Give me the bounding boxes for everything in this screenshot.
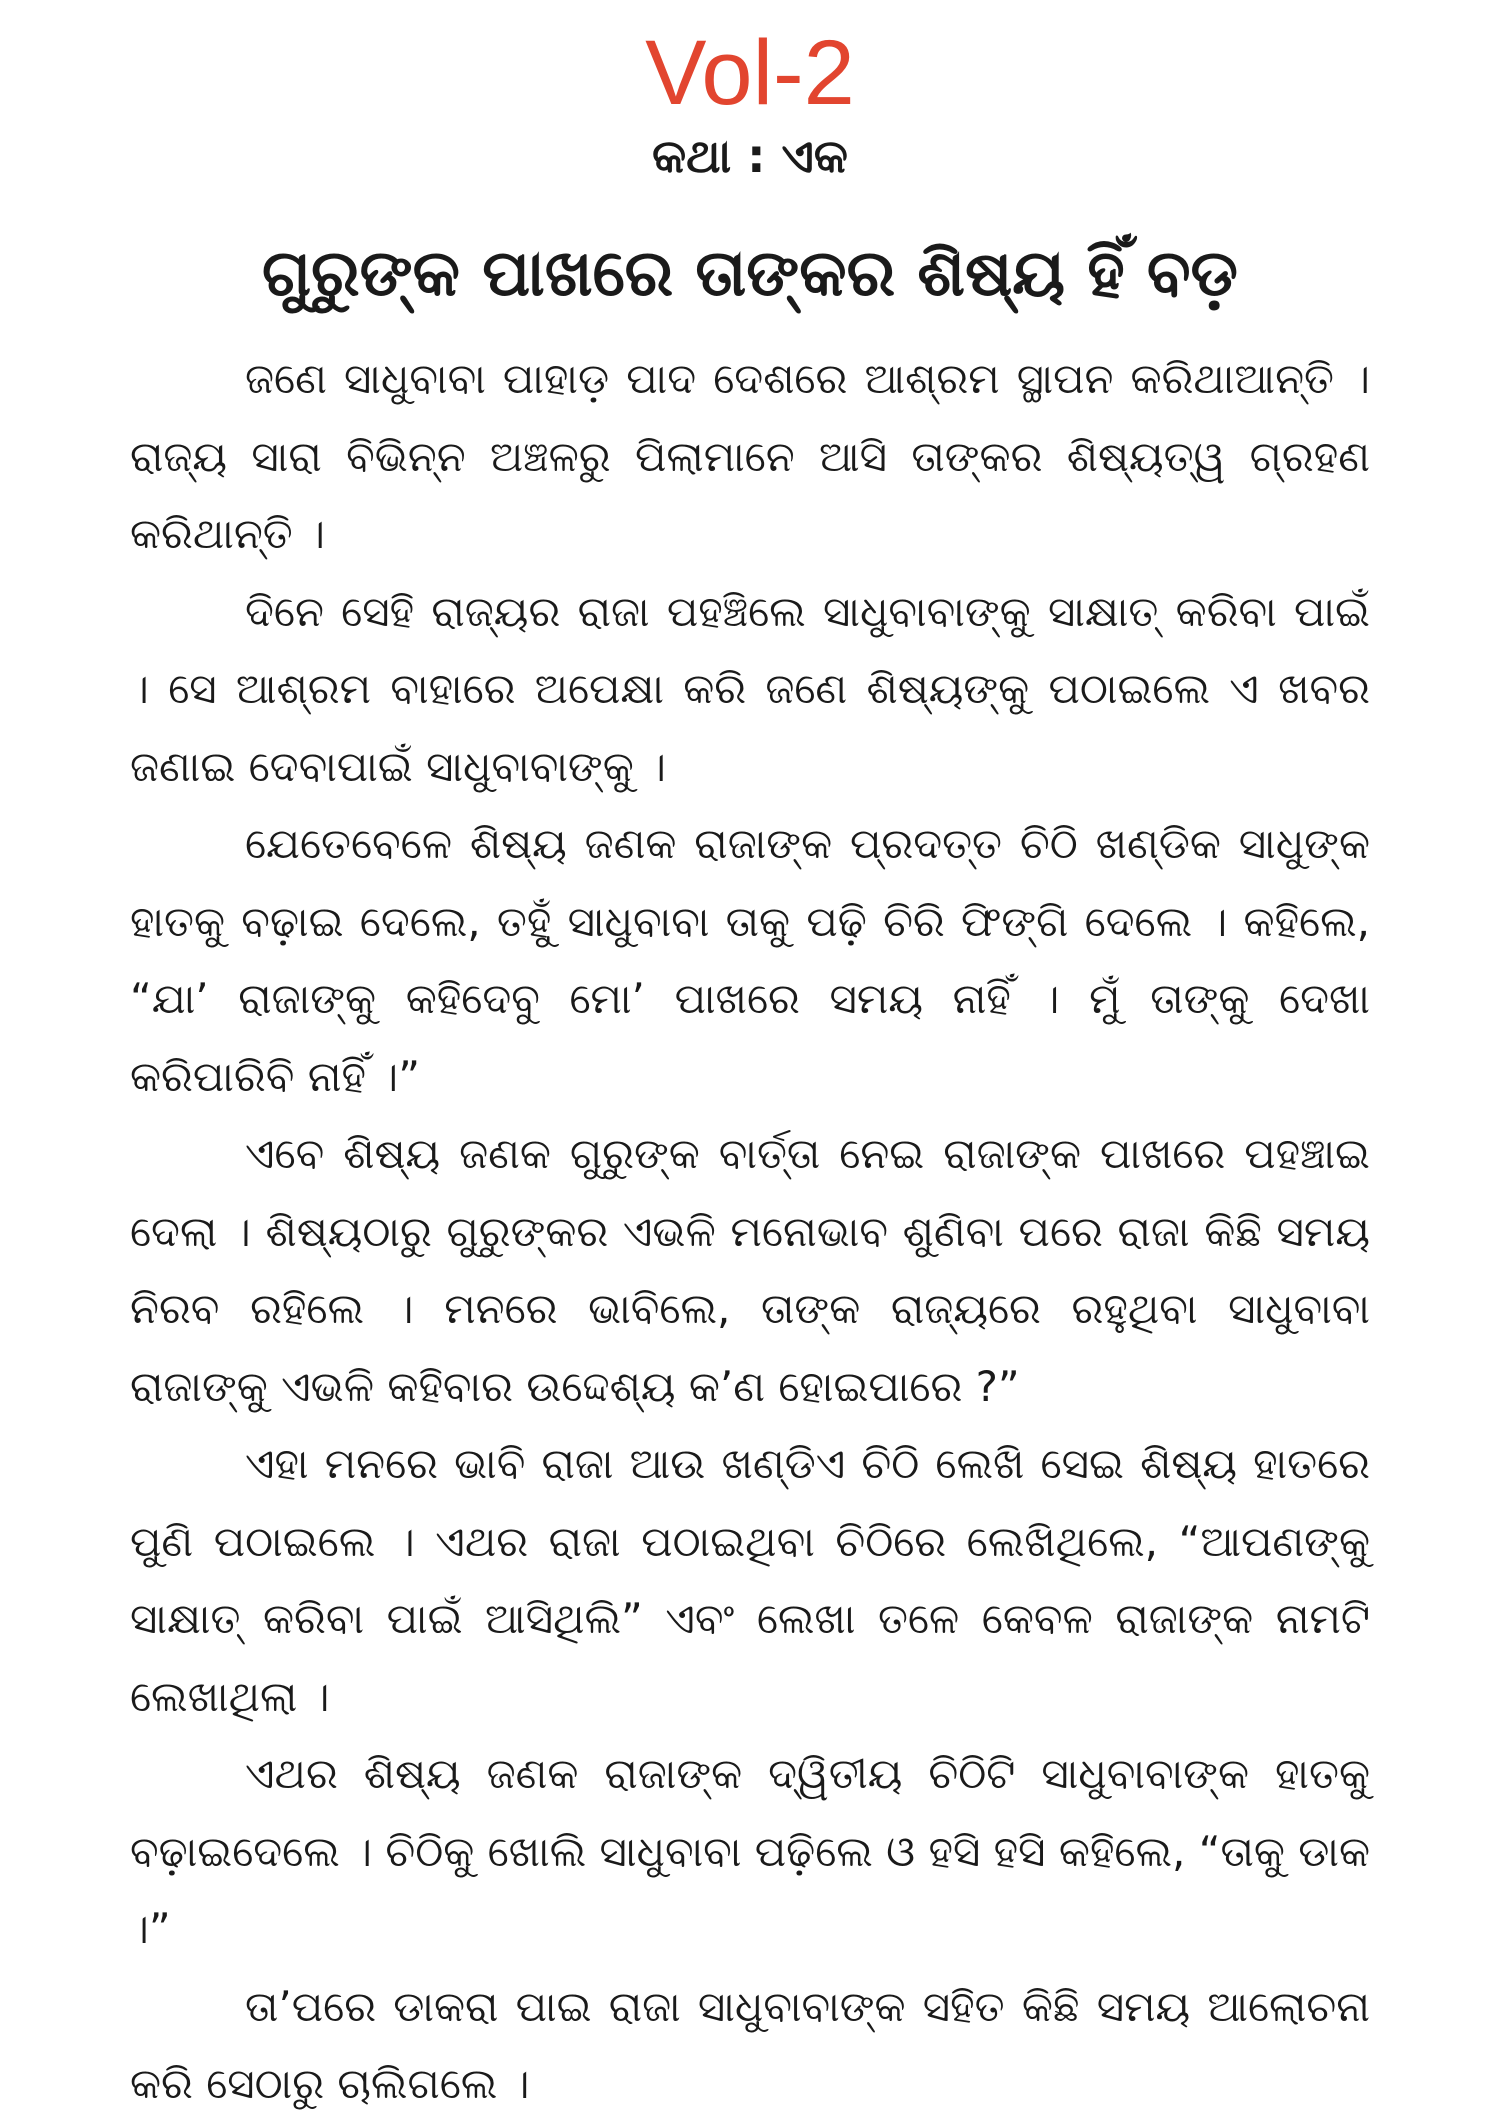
paragraph: ଏଥର ଶିଷ୍ୟ ଜଣକ ରାଜାଙ୍କ ଦ୍ୱିତୀୟ ଚିଠିଟି ସାଧୁବାବାଙ୍କ ହାତକୁ ବଢ଼ାଇଦେଲେ । ଚିଠିକୁ ଖୋଲି ସାଧୁବାବା ପଢ଼ିଲେ ଓ ହସି ହସି କହିଲେ, “ତାକୁ ଡାକ ।” <box>130 1749 1370 1953</box>
story-title: ଗୁରୁଙ୍କ ପାଖରେ ତାଙ୍କର ଶିଷ୍ୟ ହିଁ ବଡ଼ <box>262 237 1238 311</box>
paragraph: ଏବେ ଶିଷ୍ୟ ଜଣକ ଗୁରୁଙ୍କ ବାର୍ତ୍ତା ନେଇ ରାଜାଙ୍କ ପାଖରେ ପହଞ୍ଚାଇ ଦେଲା । ଶିଷ୍ୟଠାରୁ ଗୁରୁଙ୍କର ଏଭଳି ମନୋଭାବ ଶୁଣିବା ପରେ ରାଜା କିଛି ସମୟ ନିରବ ରହିଲେ । ମନରେ ଭାବିଲେ, ତାଙ୍କ ରାଜ୍ୟରେ ରହୁଥିବା ସାଧୁବାବା ରାଜାଙ୍କୁ ଏଭଳି କହିବାର ଉଦ୍ଦେଶ୍ୟ କ’ଣ ହୋଇପାରେ ?” <box>130 1129 1370 1411</box>
volume-heading: Vol-2 <box>645 22 855 124</box>
paragraph: ଏହା ମନରେ ଭାବି ରାଜା ଆଉ ଖଣ୍ଡିଏ ଚିଠି ଲେଖି ସେଇ ଶିଷ୍ୟ ହାତରେ ପୁଣି ପଠାଇଲେ । ଏଥର ରାଜା ପଠାଇଥିବା ଚିଠିରେ ଲେଖିଥିଲେ, “ଆପଣଙ୍କୁ ସାକ୍ଷାତ୍ କରିବା ପାଇଁ ଆସିଥିଲି” ଏବଂ ଲେଖା ତଳେ କେବଳ ରାଜାଙ୍କ ନାମଟି ଲେଖାଥିଲା । <box>130 1439 1370 1721</box>
paragraph: ତା’ପରେ ଡାକରା ପାଇ ରାଜା ସାଧୁବାବାଙ୍କ ସହିତ କିଛି ସମୟ ଆଲୋଚନା କରି ସେଠାରୁ ଚାଲିଗଲେ । <box>130 1981 1370 2108</box>
story-body <box>130 340 1370 2123</box>
story-number: କଥା : ଏକ <box>652 129 848 183</box>
paragraph: ଯେତେବେଳେ ଶିଷ୍ୟ ଜଣକ ରାଜାଙ୍କ ପ୍ରଦତ୍ତ ଚିଠି ଖଣ୍ଡିକ ସାଧୁଙ୍କ ହାତକୁ ବଢ଼ାଇ ଦେଲେ, ତହୁଁ ସାଧୁବାବା ତାକୁ ପଢ଼ି ଚିରି ଫିଙ୍ଗି ଦେଲେ । କହିଲେ, “ଯା’ ରାଜାଙ୍କୁ କହିଦେବୁ ମୋ’ ପାଖରେ ସମୟ ନାହିଁ । ମୁଁ ତାଙ୍କୁ ଦେଖା କରିପାରିବି ନାହିଁ ।” <box>130 819 1370 1101</box>
paragraph: ଦିନେ ସେହି ରାଜ୍ୟର ରାଜା ପହଞ୍ଚିଲେ ସାଧୁବାବାଙ୍କୁ ସାକ୍ଷାତ୍ କରିବା ପାଇଁ । ସେ ଆଶ୍ରମ ବାହାରେ ଅପେକ୍ଷା କରି ଜଣେ ଶିଷ୍ୟଙ୍କୁ ପଠାଇଲେ ଏ ଖବର ଜଣାଇ ଦେବାପାଇଁ ସାଧୁବାବାଙ୍କୁ । <box>130 586 1370 791</box>
paragraph: ଜଣେ ସାଧୁବାବା ପାହାଡ଼ ପାଦ ଦେଶରେ ଆଶ୍ରମ ସ୍ଥାପନ କରିଥାଆନ୍ତି । ରାଜ୍ୟ ସାରା ବିଭିନ୍ନ ଅଞ୍ଚଳରୁ ପିଲାମାନେ ଆସି ତାଙ୍କର ଶିଷ୍ୟତ୍ୱ ଗ୍ରହଣ କରିଥାନ୍ତି । <box>130 354 1370 558</box>
